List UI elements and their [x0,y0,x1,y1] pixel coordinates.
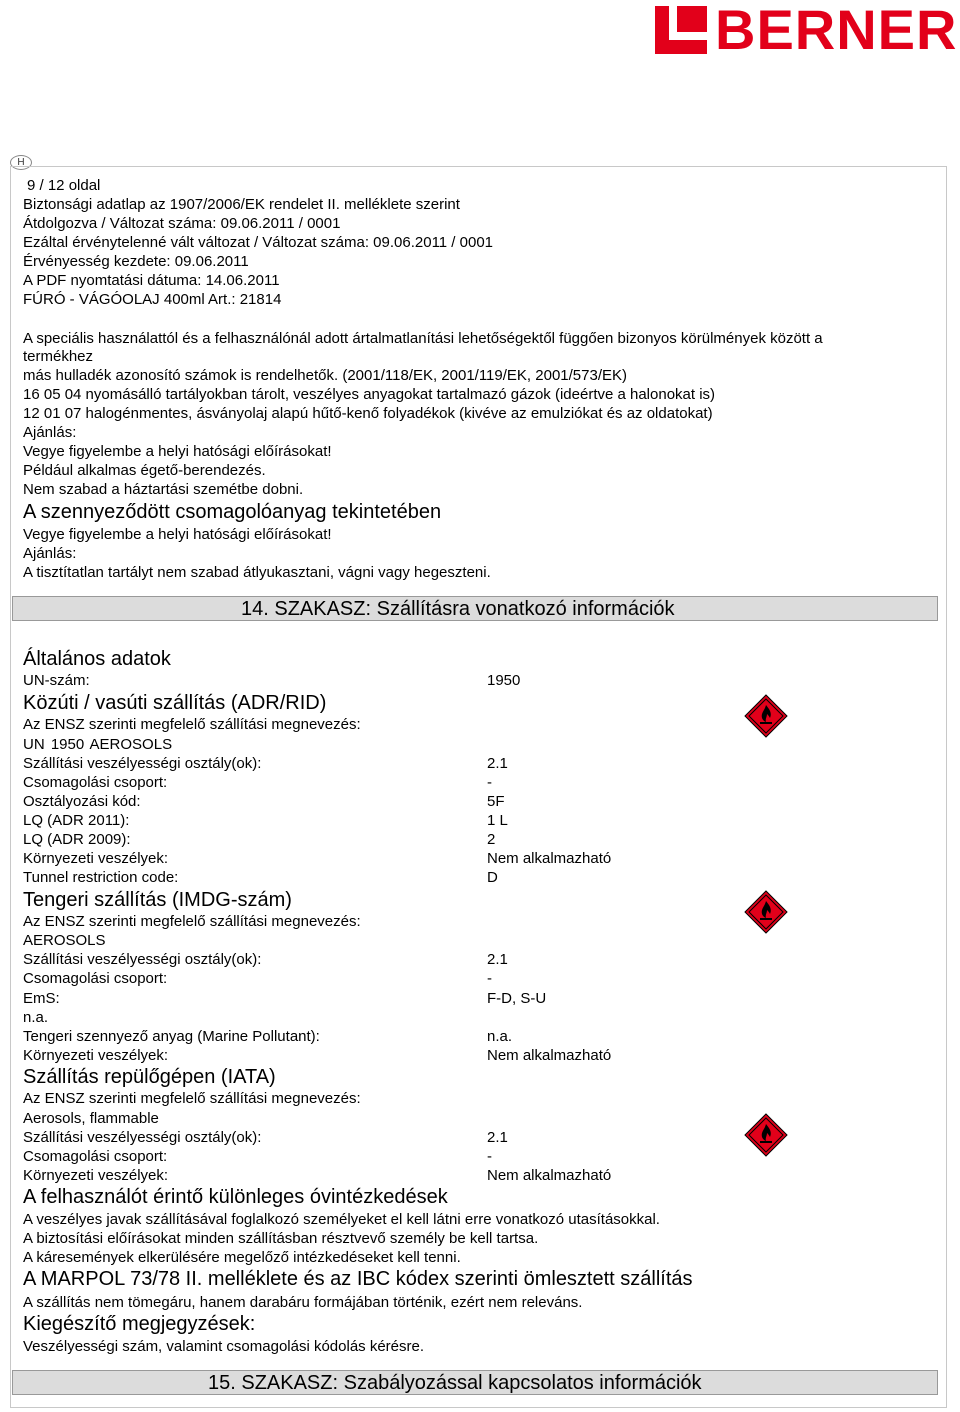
imdg-class-value: 2.1 [487,951,508,968]
imdg-env-label: Környezeti veszélyek: [23,1047,169,1064]
replaces-line: Ezáltal érvénytelenné vált változat / Változat száma: 09.06.2011 / 0001 [23,234,494,251]
disposal-text: más hulladék azonosító számok is rendelhetők. (2001/118/EK, 2001/119/EK, 2001/573/EK) [23,367,627,384]
imdg-pg-value: - [487,970,492,987]
disposal-text: Vegye figyelembe a helyi hatósági előírásokat! [23,526,332,543]
iata-env-label: Környezeti veszélyek: [23,1167,169,1184]
general-data-heading: Általános adatok [23,648,171,670]
disposal-text: termékhez [23,348,94,365]
user-precautions-text: A biztosítási előírásokat minden szállításban résztvevő személy be kell tartsa. [23,1230,539,1247]
imdg-mp-label: Tengeri szennyező anyag (Marine Pollutant): [23,1028,320,1045]
adr-class-label: Szállítási veszélyességi osztály(ok): [23,755,262,772]
flammable-gas-diamond-icon [744,1113,788,1157]
waste-code-line: 12 01 07 halogénmentes, ásványolaj alapú hűtő-kenő folyadékok (kivéve az emulziókat és az oldatokat) [23,405,713,422]
adr-tunnel-label: Tunnel restriction code: [23,869,179,886]
disposal-text: A tisztítatlan tartályt nem szabad átlyukasztani, vágni vagy hegeszteni. [23,564,491,581]
iata-env-value: Nem alkalmazható [487,1167,612,1184]
adr-code-value: 5F [487,793,505,810]
adr-env-value: Nem alkalmazható [487,850,612,867]
disposal-text: Vegye figyelembe a helyi hatósági előírásokat! [23,443,332,460]
disposal-text: Nem szabad a háztartási szemétbe dobni. [23,481,304,498]
iata-name-value: Aerosols, flammable [23,1110,159,1127]
language-badge: H [10,155,32,170]
document-title: Biztonsági adatlap az 1907/2006/EK rendelet II. melléklete szerint [23,196,460,213]
disposal-text: A speciális használattól és a felhasználónál adott ártalmatlanítási lehetőségektől függően bizonyos körülmények között a [23,330,823,347]
waste-code-line: 16 05 04 nyomásálló tartályokban tárolt, veszélyes anyagokat tartalmazó gázok (ideértve a halonokat is) [23,386,716,403]
adr-name-label: Az ENSZ szerinti megfelelő szállítási megnevezés: [23,716,361,733]
adr-lq2011-label: LQ (ADR 2011): [23,812,130,829]
iata-class-label: Szállítási veszélyességi osztály(ok): [23,1129,262,1146]
pdf-date-line: A PDF nyomtatási dátuma: 14.06.2011 [23,272,280,289]
imdg-name-value: AEROSOLS [23,932,106,949]
un-number-label: UN-szám: [23,672,90,689]
user-precautions-text: A veszélyes javak szállításával foglalkozó személyeket el kell látni erre vonatkozó utasításokkal. [23,1211,660,1228]
packaging-heading: A szennyeződött csomagolóanyag tekintetében [23,501,442,523]
section-14-title: 14. SZAKASZ: Szállításra vonatkozó információk [241,598,675,620]
iata-pg-label: Csomagolási csoport: [23,1148,168,1165]
imdg-env-value: Nem alkalmazható [487,1047,612,1064]
flammable-gas-diamond-icon [744,694,788,738]
section-15-header [12,1370,938,1395]
adr-code-label: Osztályozási kód: [23,793,141,810]
marpol-text: A szállítás nem tömegáru, hanem darabáru formájában történik, ezért nem releváns. [23,1294,583,1311]
marpol-heading: A MARPOL 73/78 II. melléklete és az IBC kódex szerinti ömlesztett szállítás [23,1268,693,1290]
adr-env-label: Környezeti veszélyek: [23,850,169,867]
section-14-header [12,596,938,621]
adr-heading: Közúti / vasúti szállítás (ADR/RID) [23,692,327,714]
page-number: 9 / 12 oldal [27,177,101,194]
section-15-title: 15. SZAKASZ: Szabályozással kapcsolatos információk [208,1372,702,1394]
iata-pg-value: - [487,1148,492,1165]
recommendation-label: Ajánlás: [23,545,77,562]
adr-lq2009-label: LQ (ADR 2009): [23,831,131,848]
imdg-heading: Tengeri szállítás (IMDG-szám) [23,889,292,911]
recommendation-label: Ajánlás: [23,424,77,441]
adr-name-value: UN 1950 AEROSOLS [23,736,173,753]
imdg-ems-value: F-D, S-U [487,990,547,1007]
un-number-value: 1950 [487,672,521,689]
product-line: FÚRÓ - VÁGÓOLAJ 400ml Art.: 21814 [23,291,282,308]
berner-logo [655,0,960,61]
imdg-mp-value: n.a. [487,1028,513,1045]
berner-logo-text: BERNER [715,0,958,61]
adr-pg-value: - [487,774,492,791]
revision-line: Átdolgozva / Változat száma: 09.06.2011 / 0001 [23,215,341,232]
extra-notes-heading: Kiegészítő megjegyzések: [23,1313,256,1335]
adr-lq2011-value: 1 L [487,812,508,829]
imdg-name-label: Az ENSZ szerinti megfelelő szállítási megnevezés: [23,913,361,930]
iata-name-label: Az ENSZ szerinti megfelelő szállítási megnevezés: [23,1090,361,1107]
berner-logo-mark [655,6,707,54]
valid-from-line: Érvényesség kezdete: 09.06.2011 [23,253,249,270]
user-precautions-text: A káresemények elkerülésére megelőző intézkedéseket kell tenni. [23,1249,461,1266]
imdg-pg-label: Csomagolási csoport: [23,970,168,987]
iata-class-value: 2.1 [487,1129,508,1146]
adr-class-value: 2.1 [487,755,508,772]
adr-lq2009-value: 2 [487,831,496,848]
disposal-text: Például alkalmas égető-berendezés. [23,462,266,479]
extra-notes-text: Veszélyességi szám, valamint csomagolási kódolás kérésre. [23,1338,425,1355]
adr-pg-label: Csomagolási csoport: [23,774,168,791]
flammable-gas-diamond-icon [744,890,788,934]
adr-tunnel-value: D [487,869,498,886]
imdg-class-label: Szállítási veszélyességi osztály(ok): [23,951,262,968]
imdg-ems-label: EmS: [23,990,60,1007]
imdg-na-text: n.a. [23,1009,49,1026]
user-precautions-heading: A felhasználót érintő különleges óvintézkedések [23,1186,448,1208]
iata-heading: Szállítás repülőgépen (IATA) [23,1066,276,1088]
